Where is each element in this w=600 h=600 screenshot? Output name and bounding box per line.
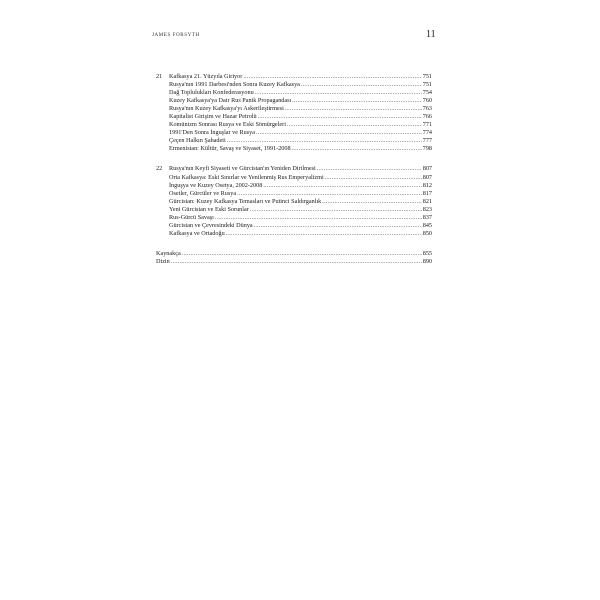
toc-entry: [156, 198, 432, 206]
dot-leader: [243, 73, 421, 81]
dot-leader: [263, 182, 421, 190]
toc-entry-title: Gürcistan ve Çevresindeki Dünya: [169, 221, 253, 229]
toc-entry-title: İnguşya ve Kuzey Osetya, 2002-2008: [169, 181, 263, 189]
toc-entry-page: 837: [422, 213, 432, 221]
toc-entry: [156, 206, 432, 214]
toc-entry-page: 754: [422, 89, 432, 97]
toc-entry: [156, 190, 432, 198]
toc-entry: [156, 81, 432, 89]
toc-entry: [156, 97, 432, 105]
toc-entry-page: 774: [422, 129, 432, 137]
toc-entry-page: 807: [422, 165, 432, 173]
toc-entry-page: 823: [422, 205, 432, 213]
toc-entry-page: 850: [422, 229, 432, 237]
dot-leader: [325, 174, 422, 182]
dot-leader: [287, 121, 422, 129]
chapter-21: [156, 73, 432, 153]
toc-entry-title: Osetler, Gürcüler ve Rusya: [169, 189, 237, 197]
toc-entry: [156, 113, 432, 121]
toc-entry-page: 777: [422, 137, 432, 145]
chapter-number: 22: [156, 165, 163, 173]
toc-entry-page: 821: [422, 197, 432, 205]
toc-entry-title: Kafkasya 21. Yüzyıla Giriyor: [169, 73, 243, 80]
toc-entry-title: Rus-Gürcü Savaşı: [169, 213, 214, 221]
dot-leader: [285, 105, 422, 113]
dot-leader: [171, 258, 422, 266]
toc-entry-title: Yeni Gürcistan ve Eski Sorunlar: [169, 205, 249, 213]
toc-entry-title: Ermenistan: Kültür, Savaş ve Siyaset, 1991-2008: [169, 145, 291, 153]
toc-entry: [156, 121, 432, 129]
toc-entry: [156, 89, 432, 97]
toc-entry: [156, 165, 432, 173]
toc-entry-page: 760: [422, 97, 432, 105]
toc-entry-page: 771: [422, 121, 432, 129]
toc-entry-title: Dağ Toplulukları Konfederasyonu: [169, 89, 254, 97]
page-number: 11: [426, 29, 436, 40]
toc-entry-page: 798: [422, 145, 432, 153]
dot-leader: [182, 250, 422, 258]
dot-leader: [322, 198, 421, 206]
back-matter: [156, 250, 432, 266]
toc-entry-page: 890: [422, 257, 432, 265]
toc-entry-page: 751: [422, 81, 432, 89]
toc-entry-title: Dizin: [156, 257, 170, 265]
toc-entry-title: Kafkasya ve Ortadoğu: [169, 229, 225, 237]
toc-entry-page: 812: [422, 181, 432, 189]
toc-entry: [156, 105, 432, 113]
dot-leader: [237, 190, 422, 198]
toc-entry-page: 763: [422, 105, 432, 113]
toc-entry-title: 1991'Den Sonra İnguşlar ve Rusya: [169, 129, 256, 137]
toc-entry-page: 817: [422, 189, 432, 197]
dot-leader: [258, 113, 422, 121]
toc-entry-page: 751: [422, 73, 432, 80]
toc-entry-page: 807: [422, 173, 432, 181]
toc-entry: [156, 250, 432, 258]
toc-entry-title: Orta Kafkasya: Eski Sınırlar ve Yenilenmiş Rus Emperyalizmi: [169, 173, 324, 181]
toc-entry-page: 845: [422, 221, 432, 229]
toc-entry-title: Kapitalist Girişim ve Hazar Petrolü: [169, 113, 257, 121]
toc-entry-page: 766: [422, 113, 432, 121]
toc-entry-title: Çeçen Halkın Şahadeti: [169, 137, 226, 145]
toc-entry-title: Komünizm Sonrası Rusya ve Eski Sömürgeleri: [169, 121, 286, 129]
toc-entry: [156, 230, 432, 238]
toc-entry: [156, 214, 432, 222]
toc-entry-title: Gürcistan: Kuzey Kafkasya Temasları ve Putinci Saldırganlık: [169, 197, 322, 205]
toc-entry: [156, 222, 432, 230]
dot-leader: [215, 214, 422, 222]
toc-entry-title: Kaynakça: [156, 249, 181, 257]
table-of-contents: [156, 73, 432, 266]
dot-leader: [226, 230, 422, 238]
toc-entry-title: Kuzey Kafkasya'ya Dair Rus Panik Propagandası: [169, 97, 292, 105]
toc-entry-page: 855: [422, 249, 432, 257]
toc-entry: [156, 145, 432, 153]
toc-entry: [156, 73, 432, 81]
toc-entry: [156, 174, 432, 182]
dot-leader: [301, 81, 422, 89]
toc-entry: [156, 258, 432, 266]
dot-leader: [227, 137, 422, 145]
dot-leader: [255, 89, 422, 97]
running-header-author: JAMES FORSYTH: [152, 33, 200, 38]
chapter-number: 21: [156, 73, 163, 80]
dot-leader: [254, 222, 422, 230]
dot-leader: [256, 129, 422, 137]
toc-entry: [156, 182, 432, 190]
toc-entry-title: Rusya'nın Kuzey Kafkasya'yı Askerileştirmesi: [169, 105, 284, 113]
toc-entry-title: Rusya'nın Keyfi Siyaseti ve Gürcistan'ın Yeniden Dirilmesi: [169, 165, 316, 173]
chapter-22: [156, 165, 432, 237]
dot-leader: [292, 145, 422, 153]
toc-entry: [156, 129, 432, 137]
dot-leader: [250, 206, 422, 214]
dot-leader: [292, 97, 421, 105]
toc-entry-title: Rusya'nın 1991 Darbesi'nden Sonra Kuzey Kafkasya: [169, 81, 300, 89]
toc-entry: [156, 137, 432, 145]
dot-leader: [317, 165, 422, 173]
